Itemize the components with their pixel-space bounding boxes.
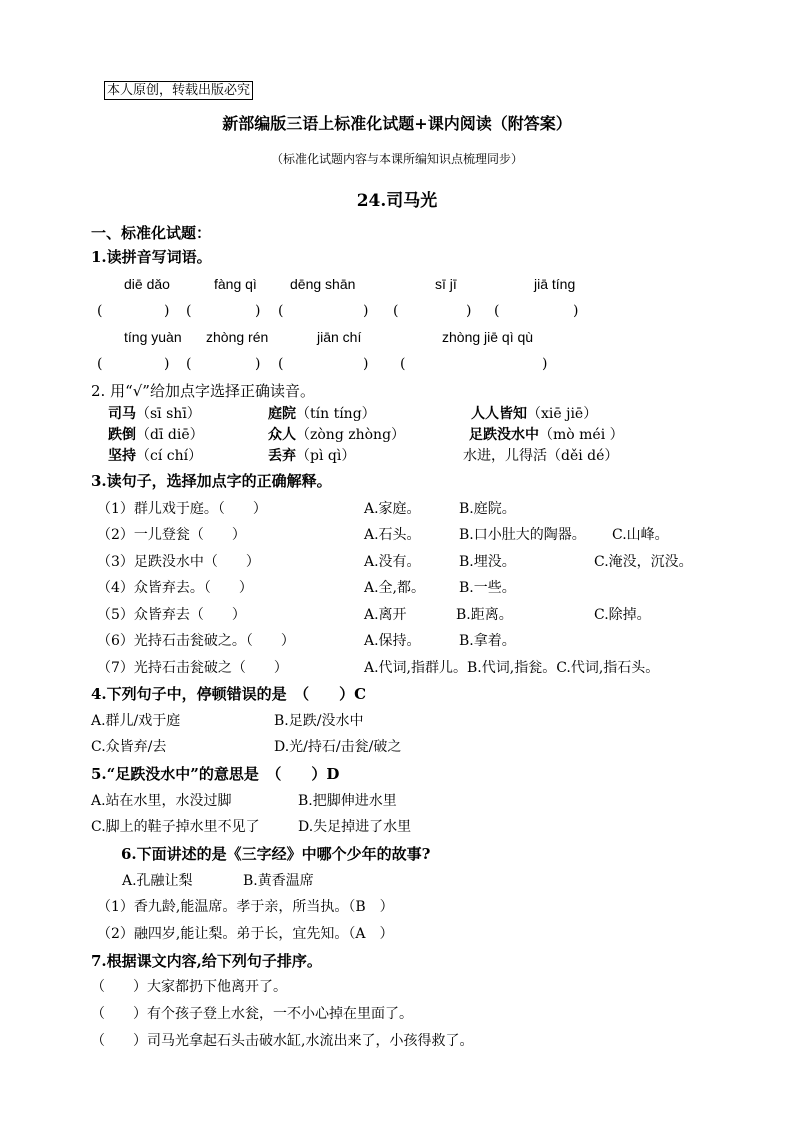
pinyin: dēng shān xyxy=(290,276,356,292)
answer-paren-left: ( xyxy=(97,356,103,372)
reading-word: 足跌没水中 xyxy=(469,427,539,443)
copyright-stamp: 本人原创，转载出版必究 xyxy=(104,81,253,100)
q4-option-a: A.群儿/戏于庭 xyxy=(91,713,181,729)
reading-options: （zòng zhòng） xyxy=(296,427,406,443)
answer-paren-left: ( xyxy=(278,303,284,319)
lesson-title: 24.司马光 xyxy=(356,191,438,211)
pinyin: zhòng jiē qì qù xyxy=(442,329,534,345)
q3-sentence: （5）众皆弃去（ ） xyxy=(97,607,246,623)
reading-item xyxy=(268,445,355,465)
q5-prompt: 5.“足跌没水中”的意思是 （ ）D xyxy=(91,765,340,783)
q3-option-b: B.庭院。 xyxy=(459,501,516,517)
pinyin: tíng yuàn xyxy=(124,329,182,345)
reading-word: 水进，儿得活 xyxy=(463,448,547,464)
q7-line-2: （ ）有个孩子登上水瓮，一不小心掉在里面了。 xyxy=(91,1006,413,1022)
q4-option-b: B.足跌/没水中 xyxy=(274,713,364,729)
q3-prompt: 3.读句子，选择加点字的正确解释。 xyxy=(91,472,332,490)
reading-item xyxy=(268,403,376,423)
q3-option-b: B.拿着。 xyxy=(459,633,516,649)
q3-option-c: C.山峰。 xyxy=(612,527,669,543)
answer-paren-right: ) xyxy=(363,356,369,372)
q3-sentence: （7）光持石击瓮破之（ ） xyxy=(97,660,288,676)
q5-option-a: A.站在水里，水没过脚 xyxy=(91,793,232,809)
q3-option-a: A.保持。 xyxy=(364,633,421,649)
q5-option-d: D.失足掉进了水里 xyxy=(298,819,412,835)
pinyin: diē dǎo xyxy=(124,276,170,292)
q3-option-a: A.家庭。 xyxy=(364,501,421,517)
q4-option-c: C.众皆弃/去 xyxy=(91,739,167,755)
reading-word: 丢弃 xyxy=(268,448,296,464)
reading-item xyxy=(268,424,405,444)
q3-sentence: （3）足跌没水中（ ） xyxy=(97,554,260,570)
reading-options: （děi dé） xyxy=(547,448,619,464)
q3-sentence: （1）群儿戏于庭。（ ） xyxy=(97,501,267,517)
q3-option-b: B.一些。 xyxy=(459,580,516,596)
answer-paren-right: ) xyxy=(466,303,472,319)
q6-prompt: 6.下面讲述的是《三字经》中哪个少年的故事? xyxy=(121,845,431,863)
pinyin: jiān chí xyxy=(317,329,362,345)
q5-option-b: B.把脚伸进水里 xyxy=(298,793,397,809)
q3-option-c: C.淹没，沉没。 xyxy=(594,554,693,570)
answer-paren-left: ( xyxy=(393,303,399,319)
answer-paren-right: ) xyxy=(255,356,261,372)
reading-item xyxy=(463,445,618,465)
pinyin: jiā tíng xyxy=(534,276,576,292)
answer-paren-right: ) xyxy=(164,356,170,372)
reading-item xyxy=(108,445,202,465)
q3-option-a: A.没有。 xyxy=(364,554,421,570)
q3-option-b: B.距离。 xyxy=(456,607,513,623)
q4-prompt xyxy=(91,683,366,704)
answer-paren-left: ( xyxy=(400,356,406,372)
answer-paren-right: ) xyxy=(363,303,369,319)
answer-paren-left: ( xyxy=(186,356,192,372)
reading-options: （pì qì） xyxy=(296,448,356,464)
q3-option-a: A.全,都。 xyxy=(364,580,426,596)
reading-word: 坚持 xyxy=(108,448,136,464)
q6-line-2: （2）融四岁,能让梨。弟于长，宜先知。（A ） xyxy=(97,926,394,942)
reading-word: 跌倒 xyxy=(108,427,136,443)
reading-options: （tín tíng） xyxy=(296,406,376,422)
q3-sentence: （6）光持石击瓮破之。（ ） xyxy=(97,633,295,649)
answer-paren-right: ) xyxy=(542,356,548,372)
reading-word: 司马 xyxy=(108,406,136,422)
answer-paren-right: ) xyxy=(255,303,261,319)
q4-prompt-text: 4.下列句子中，停顿错误的是 （ ）C xyxy=(91,685,367,703)
answer-paren-left: ( xyxy=(186,303,192,319)
page-subtitle: （标准化试题内容与本课所编知识点梳理同步） xyxy=(270,152,523,166)
answer-paren-left: ( xyxy=(494,303,500,319)
answer-paren-right: ) xyxy=(164,303,170,319)
q6-option-b: B.黄香温席 xyxy=(243,873,314,889)
reading-item xyxy=(108,403,201,423)
reading-item xyxy=(471,403,597,423)
answer-paren-left: ( xyxy=(97,303,103,319)
section-heading: 一、标准化试题： xyxy=(91,224,212,242)
answer-paren-right: ) xyxy=(573,303,579,319)
reading-item xyxy=(108,424,204,444)
reading-options: （xiē jiē） xyxy=(527,406,598,422)
answer-paren-left: ( xyxy=(278,356,284,372)
pinyin: sī jī xyxy=(435,276,457,292)
q7-line-1: （ ）大家都扔下他离开了。 xyxy=(91,979,287,995)
page-title: 新部编版三语上标准化试题+课内阅读（附答案） xyxy=(222,114,572,133)
pinyin: zhòng rén xyxy=(206,329,269,345)
q7-prompt: 7.根据课文内容,给下列句子排序。 xyxy=(91,952,322,970)
q3-option-a: A.离开 xyxy=(364,607,407,623)
reading-word: 众人 xyxy=(268,427,296,443)
q4-option-d: D.光/持石/击瓮/破之 xyxy=(274,739,402,755)
pinyin: fàng qì xyxy=(214,276,257,292)
q6-option-a: A.孔融让梨 xyxy=(122,873,193,889)
reading-options: （mò méi ） xyxy=(539,427,624,443)
q5-option-c: C.脚上的鞋子掉水里不见了 xyxy=(91,819,260,835)
reading-options: （cí chí） xyxy=(136,448,203,464)
reading-options: （sī shī） xyxy=(136,406,201,422)
reading-options: （dī diē） xyxy=(136,427,204,443)
q3-option-a: A.石头。 xyxy=(364,527,421,543)
q7-line-3: （ ）司马光拿起石头击破水缸,水流出来了，小孩得救了。 xyxy=(91,1033,474,1049)
q1-prompt: 1.读拼音写词语。 xyxy=(91,248,212,266)
q2-prompt: 2. 用“√”给加点字选择正确读音。 xyxy=(91,382,315,400)
q3-option-c: C.除掉。 xyxy=(594,607,651,623)
q3-sentence: （2）一儿登瓮（ ） xyxy=(97,527,246,543)
reading-word: 庭院 xyxy=(268,406,296,422)
reading-item xyxy=(469,424,624,444)
reading-word: 人人皆知 xyxy=(471,406,527,422)
q6-line-1: （1）香九龄,能温席。孝于亲，所当执。（B ） xyxy=(97,899,394,915)
q3-option-a: A.代词,指群儿。B.代词,指瓮。C.代词,指石头。 xyxy=(364,660,660,676)
q3-option-b: B.埋没。 xyxy=(459,554,516,570)
q3-sentence: （4）众皆弃去。（ ） xyxy=(97,580,253,596)
q3-option-b: B.口小肚大的陶器。 xyxy=(459,527,586,543)
